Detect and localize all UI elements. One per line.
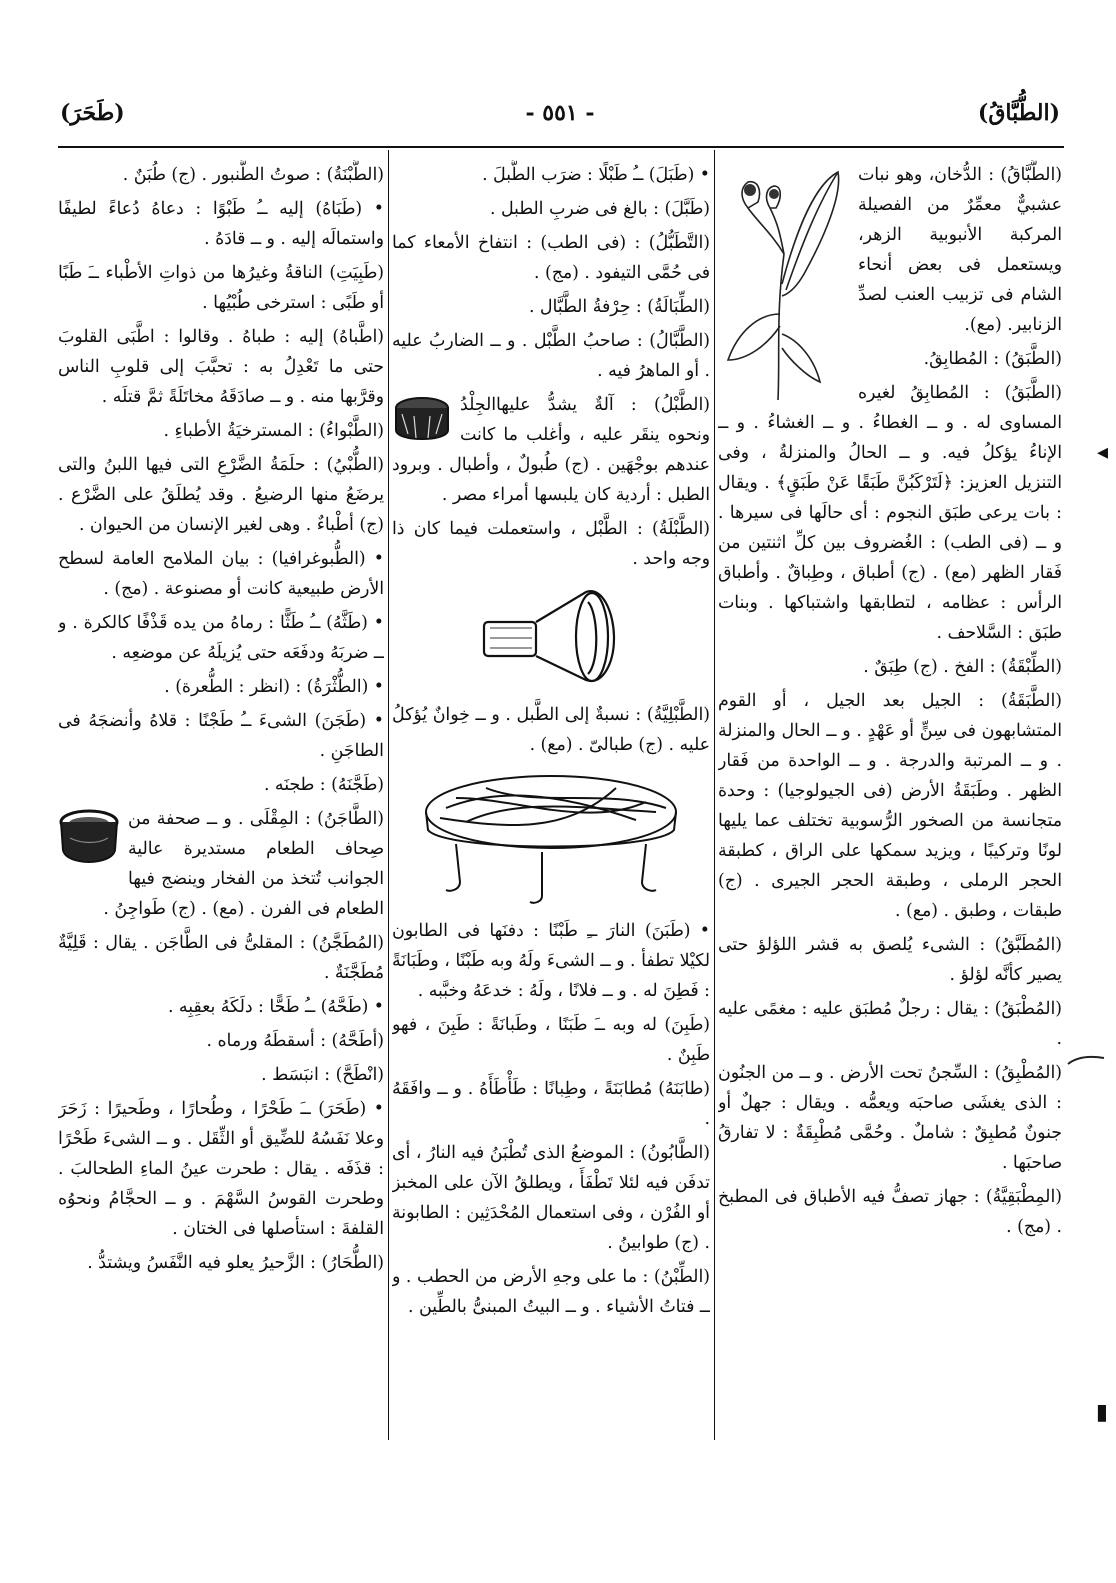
margin-mark-icon: ◂ bbox=[1096, 440, 1108, 465]
drum-icon bbox=[392, 394, 452, 446]
page-number: - ٥٥١ - bbox=[525, 100, 595, 126]
entry: (انْطَحَّ) : انبَسَط . bbox=[261, 1065, 384, 1085]
header-right-keyword: (الطُّبَّاقُ) bbox=[977, 100, 1060, 126]
entry: (طَبِنَ) له وبه ــَ طَبَنًا ، وطَبانَةً : طَبِنَ ، فهو طَبِنٌ . bbox=[392, 1015, 710, 1065]
entry: • (الطُّثْرَةُ) : (انظر : الطُّعرة) . bbox=[164, 677, 384, 697]
entry: (الطَّاجَنُ) : المِقْلَى . و ــ صحفة من صِحاف الطعام مستديرة عالية الجوانب تُتخذ من الفخار وينضج فيها الطعام فى الفرن . (مع) . (ج) طَواجِنُ . bbox=[103, 809, 384, 919]
entry: (اطَّباهُ) إليه : طباهُ . وقالوا : اطَّبَى القلوبَ حتى ما تَعْدِلُ به : تحبَّبَ إلى قلوبِ الناس وقرَّبها منه . و ــ صادَقَهُ مخاتَلَةً ثمَّ قتلَه . bbox=[58, 327, 384, 407]
entry: (المُطَبَّقُ) : الشىء يُلصق به قشر اللؤلؤ حتى يصير كأنَّه لؤلؤ . bbox=[718, 935, 1062, 985]
entry: • (طَحَرَ) ــَ طَحْرًا ، وطُحارًا ، وطَحيرًا : زَحَرَ وعلا نَفَسُهُ للضِّيق أو الثِّقَل . و ــ الشىءَ طَحْرًا : قذَفَه . يقال : طحرت عينُ الماءِ الطحالبَ . وطحرت القوسُ السَّهْمَ . و ــ الحجَّامُ ونحوُه القلفةَ : استأصلها فى الختان . bbox=[58, 1099, 384, 1239]
page-header bbox=[60, 100, 1060, 144]
margin-stroke-icon bbox=[1066, 1052, 1106, 1068]
entry: (المُطْبَقُ) : يقال : رجلٌ مُطبَق عليه : مغمًى عليه . bbox=[718, 999, 1062, 1049]
entry: (الطُّحَارُ) : الزَّحيرُ يعلو فيه النَّفَسُ ويشتدُّ . bbox=[87, 1253, 384, 1273]
entry: • (طَجَنَ) الشىءَ ــُ طَجْنًا : قلاهُ وأنضجَهُ فى الطاجَنِ . bbox=[58, 711, 384, 761]
entry: (المُطَجَّنُ) : المقلىُّ فى الطَّاجَن . يقال : قَلِيَّةٌ مُطَجَّنَةٌ . bbox=[58, 933, 384, 983]
entry: (الطَّبْلِيَّةُ) : نسبةٌ إلى الطَّبل . و ــ خِوانٌ يُؤكلُ عليه . (ج) طبالىّ . (مع) . bbox=[392, 705, 710, 755]
clay-pot-icon bbox=[58, 808, 120, 868]
column-divider-right bbox=[714, 150, 715, 1440]
entry: • (الطُّبوغرافيا) : بيان الملامح العامة لسطح الأرض طبيعية كانت أو مصنوعة . (مج) . bbox=[58, 549, 384, 599]
goblet-drum-icon bbox=[392, 582, 710, 692]
entry: • (طَبَاهُ) إليه ــُ طَبْوًا : دعاهُ دُعاءً لطيفًا واستمالَه إليه . و ــ قادَهُ . bbox=[58, 199, 384, 249]
entry: • (طَثَّهُ) ــُ طَثًّا : رماهُ من يده قَذْفًا كالكرة . و ــ ضربَهُ ودفَعَه حتى يُزيلَهُ عن موضعِه . bbox=[58, 613, 384, 663]
entry: (الطُّبَّاقُ) : الدُّخان، وهو نبات عشبيٌّ معمِّرٌ من الفصيلة المركبة الأنبوبية الزهر، ويستعمل فى بعض أنحاء الشام فى تزبيب العنب لصدِّ الزنابير. (مع). bbox=[858, 165, 1062, 335]
entry: • (طَبَلَ) ــُ طَبْلًا : ضرَب الطَّبلَ . bbox=[482, 165, 710, 185]
entry: (أطَحَّهُ) : أسقطَهُ ورماه . bbox=[206, 1031, 384, 1051]
entry: (الطُّبْيُ) : حلَمَةُ الضَّرْعِ التى فيها اللبنُ والتى يرضَعُ منها الرضيعُ . وقد يُطلَقُ على الضَّرْع . (ج) أطْباءٌ . وهى لغير الإنسان من الحيوان . bbox=[58, 455, 384, 535]
column-right bbox=[718, 160, 1062, 1440]
plant-icon bbox=[718, 164, 850, 402]
entry: (التَّطَبُّلُ) : (فى الطب) : انتفاخ الأمعاء كما فى حُمَّى التيفود . (مج) . bbox=[392, 233, 710, 283]
entry: (الطَّبْلَةُ) : الطَّبْل ، واستعملت فيما كان ذا وجه واحد . bbox=[392, 519, 710, 569]
entry: (الطَّابُونُ) : الموضعُ الذى تُطْبَنُ فيه النارُ ، أى تدفَن فيه لئلا تَطْفَأَ ، ويطلقُ الآن على المخبز أو الفُرْن ، وفى استعمال المُحْدَثِين : الطابونة . (ج) طوابينُ . bbox=[392, 1143, 710, 1253]
entry: (الطَّبَقُ) : المُطابِقُ. bbox=[923, 349, 1062, 369]
column-divider-left bbox=[388, 150, 389, 1440]
entry: (الطُّبْنَةُ) : صوتُ الطُّنبور . (ج) طُبَنٌ . bbox=[122, 165, 384, 185]
entry: (الطَّبْلُ) : آلةٌ يشدُّ عليهاالجِلْدُ ونحوه ينقَر عليه ، وأغلب ما كانت عندهم بوجْهَين . (ج) طُبولٌ ، وأطبال . وبرود الطبل : أردية كان يلبسها أمراء مصر . bbox=[392, 395, 710, 505]
entry: (الطِّبَالَةُ) : حِرْفةُ الطَّبَّال . bbox=[528, 297, 710, 317]
entry: (الطِّبْنُ) : ما على وجهِ الأرض من الحطب . و ــ فتاتُ الأشياء . و ــ البيتُ المبنىُّ بالطِّين . bbox=[392, 1267, 710, 1317]
header-left-keyword: (طَحَرَ) bbox=[60, 100, 125, 126]
entry: (الطَّبْواءُ) : المسترخيَةُ الأطباءِ . bbox=[163, 421, 384, 441]
entry: (طَبَّلَ) : بالغ فى ضربِ الطبل . bbox=[489, 199, 710, 219]
entry: (الطِّبْقَةُ) : الفخ . (ج) طِبَقٌ . bbox=[863, 657, 1062, 677]
low-table-icon bbox=[392, 768, 710, 908]
column-middle bbox=[392, 160, 710, 1440]
entry: (الطَّبَقُ) : المُطابِقُ لغيره المساوى له . و ــ الغطاءُ . و ــ الغشاءُ . و ــ الإناءُ يؤكلُ فيه. و ــ الحالُ والمنزلةُ ، وفى التنزيل العزيز: ﴿لَتَرْكَبُنَّ طَبَقًا عَنْ طَبَقٍ﴾ . ويقال : بات يرعى طبَق النجوم : أى حالَها فى سيرها . و ــ (فى الطب) : الغُضروف بين كلِّ اثنتين من فَقار الظهر (مع) . (ج) أطباق ، وطِباقٌ . وأطباق الرأس : عظامه ، لتطابقها واشتباكها . وبنات طبَق : السَّلاحف . bbox=[718, 383, 1062, 643]
entry: (المِطْبَقِيَّةُ) : جهاز تصفُّ فيه الأطباق فى المطبخ . (مج) . bbox=[718, 1187, 1062, 1237]
column-left bbox=[58, 160, 384, 1440]
margin-mark-icon: ▮ bbox=[1095, 1400, 1108, 1425]
header-rule bbox=[58, 146, 1064, 148]
entry: (المُطْبِقُ) : السِّجنُ تحت الأرض . و ــ من الجنُون : الذى يغشَى صاحبَه ويعمُّه . ويقال : جهلٌ أو جنونٌ مُطبِقٌ : شاملٌ . وحُمَّى مُطْبِقَةٌ : لا تفارقُ صاحبَها . bbox=[718, 1063, 1062, 1173]
entry: • (طَبَنَ) النارَ ــِ طَبْنًا : دفنَها فى الطابون لكيْلا تطفأ . و ــ الشىءَ ولَهُ وبه طَبْنًا ، وطَبَانَةً : فَطِنَ له . و ــ فلانًا ، ولَهُ : خدعَهُ وخبَّبه . bbox=[392, 921, 710, 1001]
entry: (طابَنَهُ) مُطابَنَةً ، وطِبانًا : طَأْطَأَهُ . و ــ وافَقَهُ . bbox=[392, 1079, 710, 1129]
entry: • (طَحَّهُ) ــُ طَحًّا : دلَكَهُ بعقِبِه . bbox=[167, 997, 384, 1017]
entry: (الطَّبَّالُ) : صاحبُ الطَّبْل . و ــ الضاربُ عليه . أو الماهرُ فيه . bbox=[392, 331, 710, 381]
entry: (طَبِيَتِ) الناقةُ وغيرُها من ذواتِ الأطْباء ــَ طَبًا أو طَبًى : استرخى طُبْيُها . bbox=[58, 263, 384, 313]
entry: (طَجَّنَهُ) : طجنَه . bbox=[263, 775, 384, 795]
entry: (الطَّبَقَةُ) : الجيل بعد الجيل ، أو القوم المتشابهون فى سِنٍّ أو عَهْدٍ . و ــ الحال والمنزلة . و ــ المرتبة والدرجة . و ــ الواحدة من فَقار الظهر . وطَبَقَةُ الأرض (فى الجيولوجيا) : وحدة متجانسة من الصخور الرُّسوبية تختلف عما يليها لونًا وتركيبًا ، ويزيد سمكها على الراق ، كطبقة الحجر الرملى ، وطبقة الحجر الجيرى . (ج) طبقات ، وطبق . (مع) . bbox=[718, 691, 1062, 921]
